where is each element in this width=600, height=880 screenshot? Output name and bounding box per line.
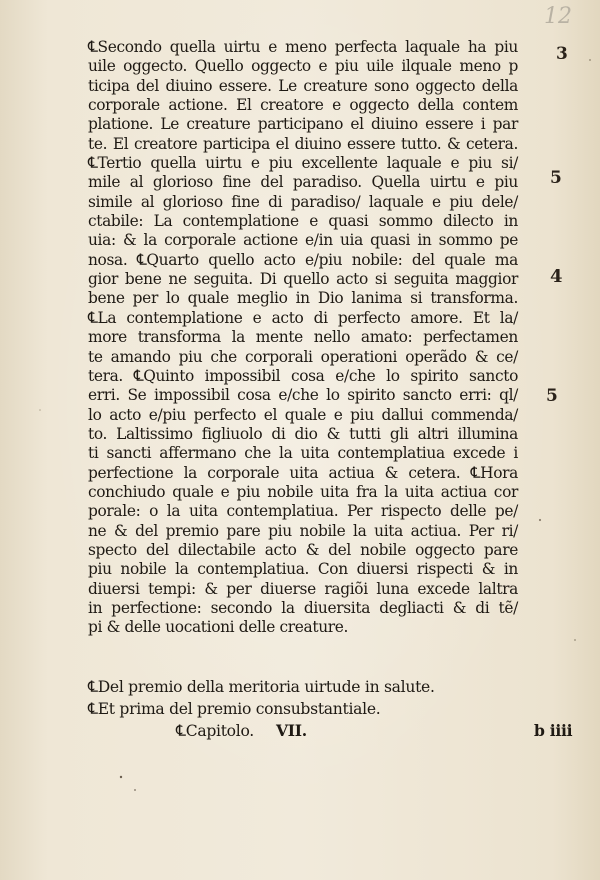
section-heading: ℄Del premio della meritoria uirtude in salute. <box>88 678 435 696</box>
text-line: uile oggecto. Quello oggecto e piu uile ilquale meno p <box>88 57 518 76</box>
folio-number: 12 <box>544 4 572 29</box>
main-text-block <box>88 38 518 638</box>
text-line: tera. ℄Quinto impossibil cosa e/che lo spirito sancto <box>88 366 518 385</box>
text-line: simile al glorioso fine di paradiso/ laquale e piu dele/ <box>88 192 518 211</box>
text-line: erri. Se impossibil cosa e/che lo spirito sancto erri: ql/ <box>88 386 518 405</box>
text-line: te amando piu che corporali operationi operãdo & ce/ <box>88 347 518 366</box>
text-line: te. El creatore participa el diuino essere tutto. & cetera. <box>88 134 518 153</box>
text-line: nosa. ℄Quarto quello acto e/piu nobile: del quale ma <box>88 250 518 269</box>
text-line: gior bene ne seguita. Di quello acto si seguita maggior <box>88 270 518 289</box>
signature-mark: b iiii <box>534 721 573 740</box>
margin-mark: 4 <box>550 266 563 287</box>
text-line: platione. Le creature participano el diuino essere i par <box>88 115 518 134</box>
text-line: more transforma la mente nello amato: perfectamen <box>88 328 518 347</box>
text-line: ticipa del diuino essere. Le creature sono oggecto della <box>88 76 518 95</box>
text-line: corporale actione. El creatore e oggecto della contem <box>88 96 518 115</box>
show-through-text <box>96 656 516 672</box>
text-line: mile al glorioso fine del paradiso. Quella uirtu e piu <box>88 173 518 192</box>
text-line: pi & delle uocationi delle creature. <box>88 618 349 637</box>
text-line: bene per lo quale meglio in Dio lanima si transforma. <box>88 289 518 308</box>
text-line: specto del dilectabile acto & del nobile oggecto pare <box>88 540 518 559</box>
section-subheading: ℄Et prima del premio consubstantiale. <box>88 700 381 718</box>
chapter-number: VII. <box>275 721 307 740</box>
margin-mark: 3 <box>556 44 568 64</box>
text-line: ne & del premio pare piu nobile la uita actiua. Per ri/ <box>88 521 518 540</box>
margin-mark: 5 <box>546 386 558 406</box>
text-line: porale: o la uita contemplatiua. Per rispecto delle pe/ <box>88 502 518 521</box>
chapter-label: ℄Capitolo. <box>176 722 254 740</box>
text-line: ti sancti affermano che la uita contemplatiua excede i <box>88 444 518 463</box>
text-line: conchiudo quale e piu nobile uita fra la uita actiua cor <box>88 482 518 501</box>
text-line: lo acto e/piu perfecto el quale e piu dallui commenda/ <box>88 405 518 424</box>
text-line: to. Laltissimo figliuolo di dio & tutti gli altri illumina <box>88 424 518 443</box>
text-line: diuersi tempi: & per diuerse ragiõi luna excede laltra <box>88 579 518 598</box>
chapter-title <box>88 720 573 742</box>
text-line: in perfectione: secondo la diuersita degliacti & di tẽ/ <box>88 598 518 617</box>
margin-mark: 5 <box>550 168 562 188</box>
text-line: ℄Tertio quella uirtu e piu excellente laquale e piu si/ <box>88 154 518 173</box>
text-line: ℄La contemplatione e acto di perfecto amore. Et la/ <box>88 308 518 327</box>
text-line: piu nobile la contemplatiua. Con diuersi rispecti & in <box>88 560 518 579</box>
text-line: perfectione la corporale uita actiua & cetera. ℄Hora <box>88 463 518 482</box>
text-line: ℄Secondo quella uirtu e meno perfecta laquale ha piu <box>88 38 518 56</box>
chapter-heading-block <box>88 676 573 742</box>
text-line: uia: & la corporale actione e/in uia quasi in sommo pe <box>88 231 518 250</box>
text-line: ctabile: La contemplatione e quasi sommo dilecto in <box>88 212 518 231</box>
